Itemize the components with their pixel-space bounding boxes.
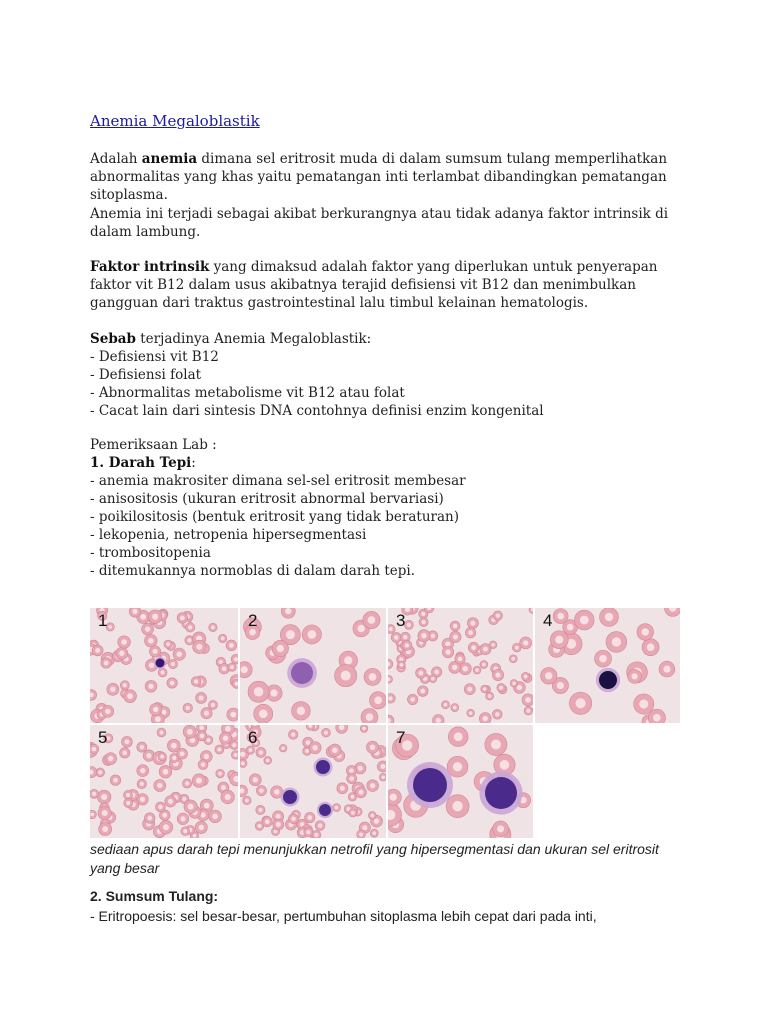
cell-pallor (104, 661, 109, 666)
cell-pallor (653, 714, 661, 722)
cell-pallor (358, 790, 363, 795)
cell-pallor (445, 641, 450, 646)
cell-pallor (240, 752, 245, 757)
cell-pallor (241, 762, 245, 766)
cell-pallor (232, 743, 236, 747)
blood-smear-figure (90, 608, 680, 838)
cell-pallor (488, 694, 492, 698)
cell-pallor (523, 640, 528, 645)
cell-pallor (249, 748, 253, 752)
cell-pallor (194, 679, 198, 683)
cell-pallor (199, 825, 204, 830)
cell-pallor (362, 727, 365, 730)
white-cell-nucleus (413, 768, 447, 802)
para3-post: yang dimaksud adalah faktor yang diperlukan untuk penyerapan faktor vit B12 dalam usus akibatnya terajid defisiensi vit B12 dan menimbulkan gangguan dari traktus gastrointestinal lalu timbul kelainan hematologis. (90, 259, 658, 311)
cell-pallor (444, 703, 448, 707)
cell-pallor (471, 645, 476, 650)
cell-pallor (126, 793, 130, 797)
panel-number: 1 (98, 611, 108, 630)
cell-pallor (453, 762, 462, 771)
cell-pallor (306, 740, 311, 745)
cell-pallor (467, 687, 472, 692)
cell-pallor (496, 614, 500, 618)
cell-pallor (483, 647, 488, 652)
cell-pallor (201, 762, 205, 766)
cell-pallor (305, 749, 309, 753)
cell-pallor (557, 682, 564, 689)
cell-pallor (186, 706, 190, 710)
cell-pallor (499, 686, 503, 690)
cell-pallor (369, 673, 377, 681)
cell-pallor (418, 671, 423, 676)
cell-pallor (500, 760, 510, 770)
cell-pallor (344, 656, 352, 664)
page-title-link[interactable]: Anemia Megaloblastik (90, 112, 260, 130)
cell-pallor (259, 788, 264, 793)
cell-pallor (140, 614, 146, 620)
cell-pallor (245, 799, 249, 803)
cell-pallor (229, 643, 234, 648)
cell-pallor (420, 689, 425, 694)
cell-pallor (140, 797, 145, 802)
cell-pallor (119, 651, 124, 656)
section-line: - Eritropoesis: sel besar-besar, pertumbuhan sitoplasma lebih cepat dari pada inti, (90, 908, 597, 924)
cell-pallor (475, 668, 478, 671)
cell-pallor (524, 675, 528, 679)
cell-pallor (390, 794, 397, 801)
lab-sub-bold: 1. Darah Tepi (90, 455, 192, 471)
cell-pallor (92, 792, 96, 796)
cell-pallor (349, 768, 354, 773)
cell-pallor (525, 697, 530, 702)
cell-pallor (149, 663, 154, 668)
cell-pallor (599, 655, 607, 663)
cell-pallor (172, 756, 176, 760)
cell-pallor (370, 745, 375, 750)
panel-number: 3 (396, 611, 406, 630)
cell-pallor (431, 634, 436, 639)
cell-pallor (276, 822, 281, 827)
cell-pallor (206, 738, 210, 742)
panel-number: 6 (248, 728, 258, 747)
cell-pallor (631, 673, 637, 679)
list-item: - anisositosis (ukuran eritrosit abnormal bervariasi) (90, 491, 444, 507)
cell-pallor (148, 684, 153, 689)
cell-pallor (187, 729, 193, 735)
cell-pallor (132, 609, 137, 614)
cell-pallor (382, 775, 385, 778)
figure-caption: sediaan apus darah tepi menunjukkan netrofil yang hipersegmentasi dan ukuran sel eritrosit yang besar (90, 841, 659, 876)
list-item: - poikilositosis (bentuk eritrosit yang tidak beraturan) (90, 509, 459, 525)
white-cell-nucleus (485, 777, 517, 809)
cell-pallor (359, 832, 363, 836)
cell-pallor (340, 786, 345, 791)
cell-pallor (166, 642, 170, 646)
sebab-heading (90, 330, 690, 348)
cell-pallor (185, 781, 189, 785)
cell-pallor (431, 677, 435, 681)
cell-pallor (468, 630, 473, 635)
cell-pallor (102, 810, 108, 816)
cell-pallor (308, 630, 317, 639)
cell-pallor (146, 753, 151, 758)
cell-pallor (482, 663, 486, 667)
cell-pallor (576, 698, 586, 708)
cell-pallor (642, 628, 649, 635)
smear-image-2 (240, 608, 386, 723)
para1-pre: Adalah (90, 151, 142, 167)
cell-pallor (153, 707, 158, 712)
para3-bold: Faktor intrinsik (90, 259, 210, 275)
cell-pallor (436, 718, 441, 723)
cell-pallor (187, 638, 191, 642)
cell-pallor (515, 646, 519, 650)
cell-pallor (253, 777, 258, 782)
cell-pallor (394, 635, 398, 639)
cell-pallor (108, 625, 112, 629)
cell-pallor (199, 726, 204, 731)
cell-pallor (580, 616, 589, 625)
cell-pallor (277, 645, 284, 652)
cell-pallor (234, 657, 238, 661)
cell-pallor (234, 753, 238, 757)
panel-number: 5 (98, 728, 108, 747)
paragraph-definition (90, 150, 690, 204)
cell-pallor (341, 671, 351, 681)
cell-pallor (183, 829, 187, 833)
cell-pallor (162, 813, 167, 818)
cell-pallor (182, 797, 186, 801)
cell-pallor (188, 625, 192, 629)
cell-pallor (221, 637, 225, 641)
cell-pallor (495, 712, 499, 716)
cell-pallor (312, 745, 317, 750)
cell-pallor (335, 806, 339, 810)
white-cell-nucleus (599, 671, 617, 689)
cell-pallor (204, 803, 210, 809)
panel-number: 2 (248, 611, 258, 630)
smear-image-3 (388, 608, 533, 723)
cell-pallor (254, 687, 264, 697)
cell-pallor (400, 663, 403, 666)
cell-pallor (159, 730, 163, 734)
cell-pallor (351, 795, 355, 799)
cell-pallor (372, 831, 376, 835)
cell-pallor (180, 751, 185, 756)
list-item: - trombositopenia (90, 545, 211, 561)
cell-pallor (265, 819, 270, 824)
cell-pallor (92, 747, 96, 751)
cell-pallor (434, 670, 439, 675)
cell-pallor (155, 716, 161, 722)
cell-pallor (639, 700, 648, 709)
cell-pallor (241, 666, 248, 673)
cell-pallor (199, 696, 204, 701)
list-item: - ditemukannya normoblas di dalam darah tepi. (90, 563, 415, 579)
cell-pallor (180, 816, 185, 821)
cell-pallor (225, 794, 231, 800)
white-cell-nucleus (291, 662, 313, 684)
cell-pallor (422, 620, 426, 624)
cell-pallor (324, 731, 328, 735)
cell-pallor (105, 709, 110, 714)
cell-pallor (555, 636, 563, 644)
smear-image-4 (535, 608, 680, 723)
cell-pallor (663, 666, 670, 673)
cell-pallor (497, 825, 504, 832)
cell-pallor (225, 726, 231, 732)
cell-pallor (567, 624, 574, 631)
lab-sub-colon: : (191, 455, 196, 471)
cell-pallor (258, 808, 262, 812)
cell-pallor (223, 736, 228, 741)
cell-pallor (163, 769, 169, 775)
smear-image-1 (90, 608, 238, 723)
cell-pallor (171, 662, 175, 666)
cell-pallor (110, 687, 115, 692)
cell-pallor (421, 612, 425, 616)
cell-pallor (221, 785, 226, 790)
cell-pallor (366, 713, 374, 721)
cell-pallor (285, 608, 291, 614)
cell-pallor (605, 613, 614, 622)
cell-pallor (445, 650, 450, 655)
lab-subheading (90, 454, 690, 472)
cell-pallor (358, 766, 363, 771)
cell-pallor (483, 716, 488, 721)
cell-pallor (171, 743, 177, 749)
cell-pallor (148, 638, 154, 644)
cell-pallor (157, 783, 162, 788)
list-item: - Cacat lain dari sintesis DNA contohnya definisi enzim kongenital (90, 403, 544, 419)
paragraph-cause: Anemia ini terjadi sebagai akibat berkurangnya atau tidak adanya faktor intrinsik di dalam lambung. (90, 206, 669, 240)
cell-pallor (374, 696, 382, 704)
cell-pallor (176, 651, 182, 657)
cell-pallor (647, 643, 655, 651)
cell-pallor (407, 623, 411, 627)
cell-pallor (163, 824, 169, 830)
cell-pallor (140, 782, 144, 786)
cell-pallor (147, 816, 152, 821)
cell-pallor (274, 789, 280, 795)
cell-pallor (454, 732, 463, 741)
sebab-section (90, 330, 690, 420)
cell-pallor (526, 709, 530, 713)
cell-pallor (125, 739, 130, 744)
cell-pallor (453, 706, 457, 710)
cell-pallor (123, 683, 127, 687)
cell-pallor (491, 740, 501, 750)
cell-pallor (152, 614, 158, 620)
smear-image-7 (388, 725, 533, 838)
sebab-post: terjadinya Anemia Megaloblastik: (135, 331, 372, 347)
cell-pallor (332, 747, 338, 753)
smear-image-5 (90, 725, 238, 838)
cell-pallor (218, 772, 222, 776)
cell-pallor (276, 814, 281, 819)
cell-pallor (102, 826, 108, 832)
cell-pallor (306, 830, 310, 834)
cell-pallor (405, 643, 410, 648)
list-item: - Abnormalitas metabolisme vit B12 atau folat (90, 385, 405, 401)
cell-pallor (196, 644, 202, 650)
cell-pallor (230, 712, 236, 718)
list-item: - anemia makrositer dimana sel-sel eritrosit membesar (90, 473, 466, 489)
para1-post: dimana sel eritrosit muda di dalam sumsum tulang memperlihatkan abnormalitas yang khas yaitu pematangan inti terlambat dibandingkan pematangan sitoplasma. (90, 151, 668, 203)
list-item: - Defisiensi folat (90, 367, 202, 383)
cell-pallor (452, 665, 457, 670)
cell-pallor (266, 759, 270, 763)
cell-pallor (140, 745, 145, 750)
smear-panel-3 (388, 608, 533, 723)
cell-pallor (491, 643, 494, 646)
cell-pallor (374, 818, 379, 823)
smear-panel-1 (90, 608, 238, 723)
cell-pallor (495, 672, 500, 677)
cell-pallor (351, 811, 355, 815)
cell-pallor (512, 682, 515, 685)
cell-pallor (545, 672, 552, 679)
cell-pallor (389, 627, 393, 631)
smear-image-6 (240, 725, 386, 838)
cell-pallor (258, 824, 262, 828)
cell-pallor (193, 834, 197, 838)
smear-panel-2 (240, 608, 386, 723)
cell-pallor (200, 734, 204, 738)
cell-pallor (452, 801, 462, 811)
cell-pallor (291, 732, 295, 736)
cell-pallor (180, 616, 185, 621)
cell-pallor (230, 665, 234, 669)
cell-pallor (211, 703, 215, 707)
cell-pallor (612, 637, 621, 646)
lab-section (90, 436, 690, 580)
cell-pallor (140, 768, 145, 773)
cell-pallor (121, 639, 127, 645)
cell-pallor (511, 657, 515, 661)
sebab-bold: Sebab (90, 331, 136, 347)
lab-heading: Pemeriksaan Lab : (90, 437, 217, 453)
cell-pallor (517, 685, 522, 690)
cell-pallor (98, 770, 102, 774)
cell-pallor (362, 825, 367, 830)
smear-panel-5 (90, 725, 238, 838)
cell-pallor (204, 754, 209, 759)
cell-pallor (314, 833, 318, 837)
para1-bold: anemia (141, 151, 198, 167)
list-item: - Defisiensi vit B12 (90, 349, 219, 365)
cell-pallor (410, 697, 415, 702)
cell-pallor (122, 751, 127, 756)
list-item: - lekopenia, netropenia hipersegmentasi (90, 527, 367, 543)
cell-pallor (371, 814, 375, 818)
cell-pallor (168, 799, 173, 804)
cell-pallor (196, 778, 202, 784)
cell-pallor (160, 755, 164, 759)
cell-pallor (483, 687, 486, 690)
cell-pallor (469, 711, 472, 714)
cell-pallor (127, 693, 133, 699)
cell-pallor (217, 747, 221, 751)
cell-pallor (318, 823, 322, 827)
cell-pallor (453, 624, 457, 628)
cell-pallor (368, 616, 376, 624)
cell-pallor (388, 696, 392, 700)
cell-pallor (357, 625, 364, 632)
cell-pallor (211, 625, 215, 629)
cell-pallor (259, 750, 264, 755)
cell-pallor (270, 689, 277, 696)
panel-number: 7 (396, 728, 406, 747)
cell-pallor (403, 635, 407, 639)
cell-pallor (370, 783, 375, 788)
cell-pallor (212, 813, 218, 819)
cell-pallor (453, 634, 458, 639)
cell-pallor (108, 756, 113, 761)
smear-panel-7 (388, 725, 533, 838)
cell-pallor (307, 815, 312, 820)
white-cell-nucleus (156, 659, 165, 668)
cell-pallor (204, 711, 209, 716)
cell-pallor (259, 710, 268, 719)
cell-pallor (470, 621, 475, 626)
cell-pallor (421, 633, 427, 639)
white-cell-nucleus (283, 790, 297, 804)
cell-pallor (101, 794, 107, 800)
cell-pallor (557, 613, 564, 620)
smear-panel-6 (240, 725, 386, 838)
cell-pallor (113, 778, 118, 783)
cell-pallor (462, 666, 467, 671)
cell-pallor (349, 776, 354, 781)
paragraph-intrinsic-factor (90, 258, 690, 312)
cell-pallor (145, 626, 150, 631)
cell-pallor (188, 804, 194, 810)
smear-panel-4 (535, 608, 680, 723)
cell-pallor (380, 764, 385, 769)
cell-pallor (291, 817, 296, 822)
cell-pallor (170, 681, 175, 686)
cell-pallor (95, 648, 100, 653)
cell-pallor (158, 805, 162, 809)
white-cell-nucleus (319, 804, 331, 816)
cell-pallor (126, 801, 130, 805)
cell-pallor (458, 657, 463, 662)
cell-pallor (297, 707, 305, 715)
white-cell-nucleus (316, 760, 330, 774)
cell-pallor (281, 747, 284, 750)
section-heading: 2. Sumsum Tulang: (90, 888, 219, 904)
cell-pallor (161, 670, 165, 674)
cell-pallor (90, 813, 94, 817)
cell-pallor (222, 666, 227, 671)
cell-pallor (286, 630, 295, 639)
cell-pallor (153, 649, 158, 654)
panel-number: 4 (543, 611, 553, 630)
